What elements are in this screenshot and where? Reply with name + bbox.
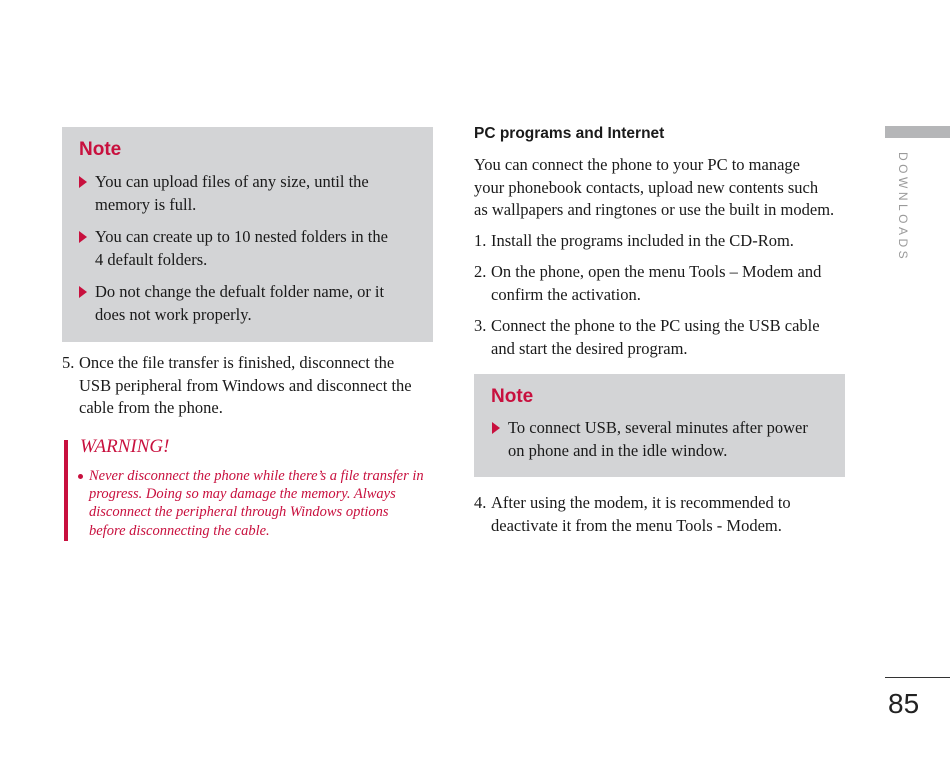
- section-heading: PC programs and Internet: [474, 125, 665, 142]
- left-note-bullet-1: You can upload files of any size, until the memory is full.: [79, 171, 440, 216]
- step-4: 4. After using the modem, it is recommended to deactivate it from the menu Tools - Modem.: [474, 493, 791, 535]
- step-number: 2.: [474, 262, 487, 281]
- section-label: DOWNLOADS: [896, 152, 910, 263]
- step-number: 5.: [62, 353, 75, 372]
- triangle-bullet-icon: [79, 286, 87, 298]
- step-1: 1. Install the programs included in the CD-Rom.: [474, 230, 871, 253]
- intro-paragraph: You can connect the phone to your PC to manage your phonebook contacts, upload new contents such as wallpapers and ringtones or use the built in modem.: [474, 155, 835, 219]
- step-number: 4.: [474, 493, 487, 512]
- right-note-title: Note: [491, 386, 534, 407]
- warning-bar: [64, 440, 68, 541]
- step-2: 2. On the phone, open the menu Tools – Modem and confirm the activation.: [474, 262, 822, 304]
- step-5: 5. Once the file transfer is finished, disconnect the USB peripheral from Windows and disconnect the cable from the phone.: [62, 353, 412, 417]
- left-note-bullet-2: You can create up to 10 nested folders in the 4 default folders.: [79, 226, 440, 271]
- triangle-bullet-icon: [79, 176, 87, 188]
- triangle-bullet-icon: [79, 231, 87, 243]
- step-number: 3.: [474, 316, 487, 335]
- bullet-dot-icon: [78, 474, 83, 479]
- page-number-rule: [885, 677, 950, 678]
- warning-text: Never disconnect the phone while there’s a file transfer in progress. Doing so may damage the memory. Always disconnect the peripheral through Windows options before disconnecting the cable.: [89, 467, 434, 540]
- left-note-bullet-3: Do not change the defualt folder name, or it does not work properly.: [79, 281, 440, 326]
- left-note-title: Note: [79, 139, 122, 160]
- step-3: 3. Connect the phone to the PC using the USB cable and start the desired program.: [474, 316, 820, 358]
- triangle-bullet-icon: [492, 422, 500, 434]
- step-number: 1.: [474, 231, 487, 250]
- page-number: 85: [888, 688, 920, 719]
- right-note-bullet: To connect USB, several minutes after power on phone and in the idle window.: [492, 417, 853, 462]
- warning-title: WARNING!: [80, 436, 170, 457]
- section-tab-marker: [885, 126, 950, 138]
